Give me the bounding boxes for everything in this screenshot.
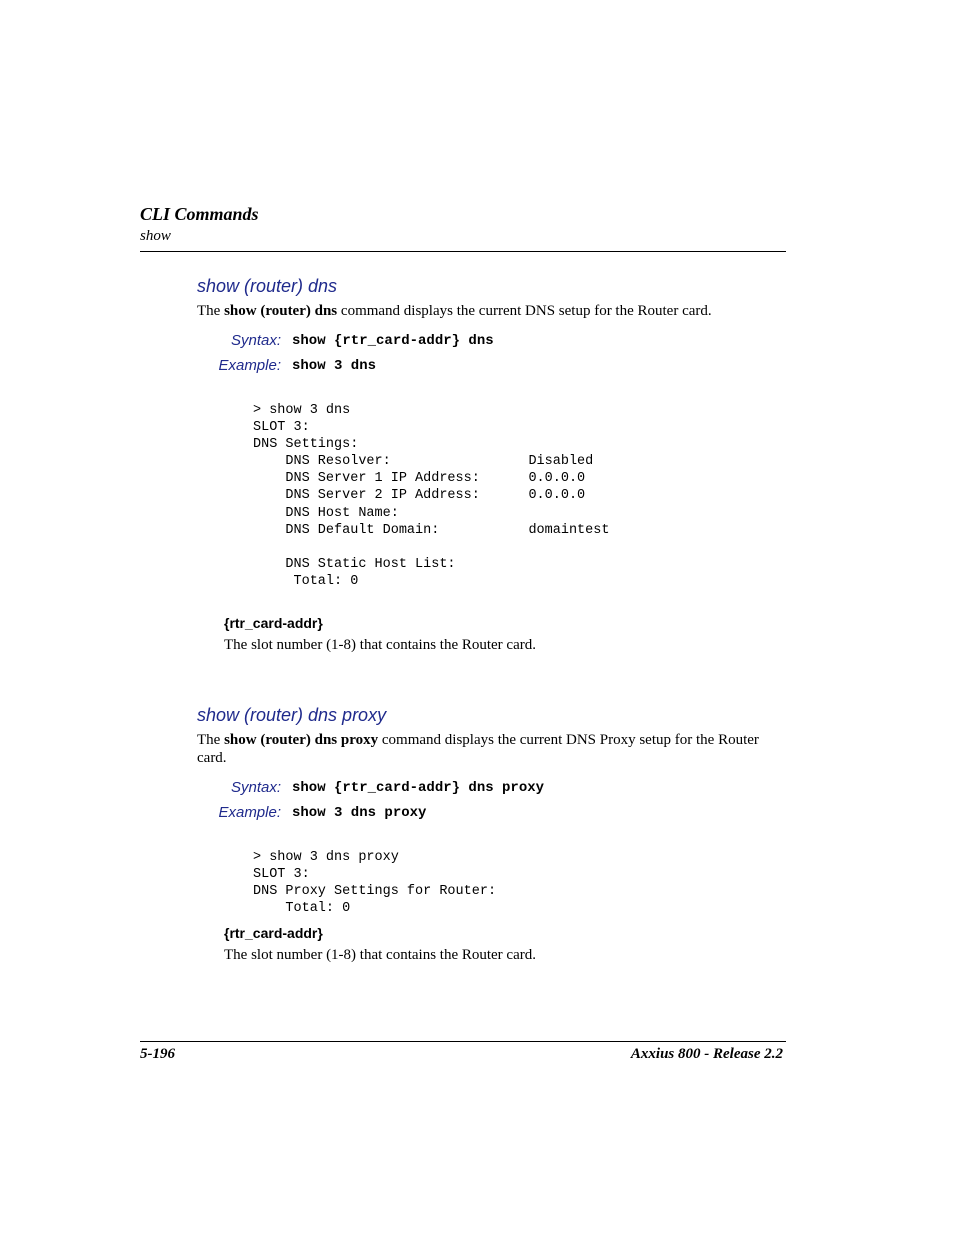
example-output: > show 3 dns SLOT 3: DNS Settings: DNS Resolver: Disabled DNS Server 1 IP Address: 0.0.0.0 DNS Server 2 IP Address: 0.0.0.0 DNS Host Name: DNS Default Domain: domaintest DNS Static Host List: Total: 0 [253,403,610,589]
section-title-dns: show (router) dns [197,276,338,296]
example-label: Example: [218,804,281,821]
header-subtitle: show [140,228,171,244]
parameter-description: The slot number (1-8) that contains the Router card. [224,637,536,653]
page-number: 5-196 [140,1046,175,1062]
header-rule [140,251,786,252]
section-title-dns-proxy: show (router) dns proxy [197,705,387,725]
parameter-description: The slot number (1-8) that contains the Router card. [224,947,536,963]
syntax-label: Syntax: [230,332,281,349]
footer-product: Axxius 800 - Release 2.2 [630,1046,783,1062]
footer-rule [140,1041,786,1042]
section-description-dns: The show (router) dns command displays the current DNS setup for the Router card. [197,303,712,319]
section-description-dns-proxy: The show (router) dns proxy command displays the current DNS Proxy setup for the Router card. [197,732,759,766]
example-output: > show 3 dns proxy SLOT 3: DNS Proxy Settings for Router: Total: 0 [253,850,497,917]
syntax-command: show {rtr_card-addr} dns [292,333,494,349]
header-title: CLI Commands [140,204,259,224]
syntax-label: Syntax: [230,779,281,796]
parameter-name: {rtr_card-addr} [224,615,323,631]
syntax-command: show {rtr_card-addr} dns proxy [292,780,545,796]
parameter-name: {rtr_card-addr} [224,925,323,941]
example-command: show 3 dns proxy [292,805,427,821]
example-command: show 3 dns [292,358,377,374]
example-label: Example: [218,357,281,374]
